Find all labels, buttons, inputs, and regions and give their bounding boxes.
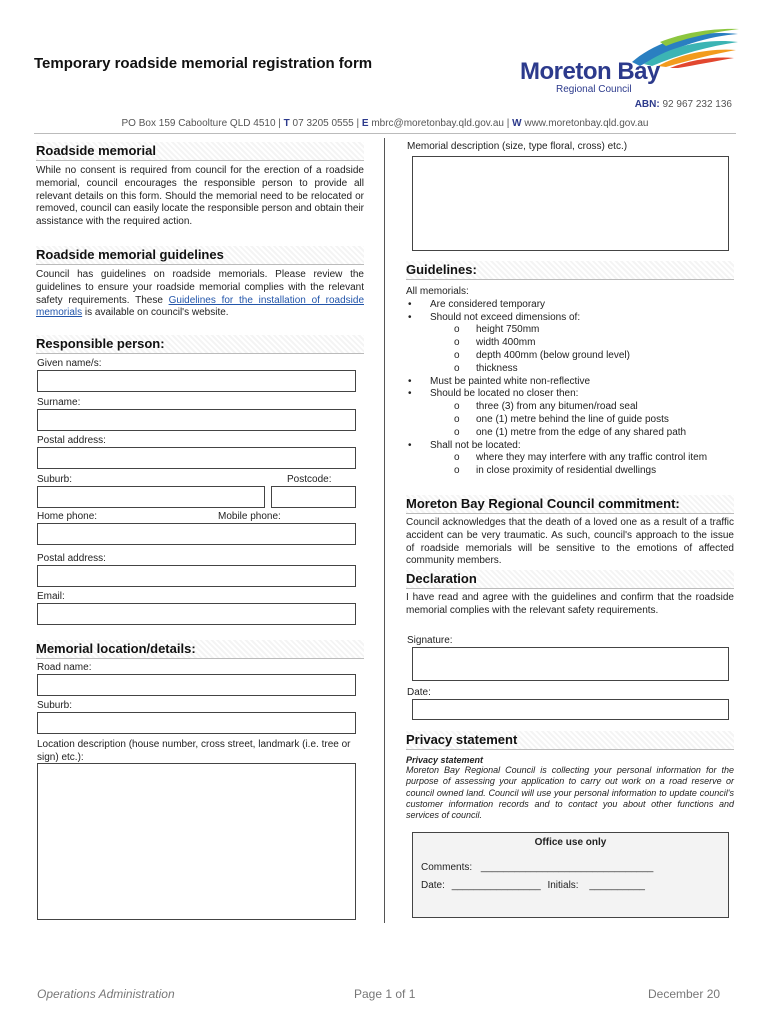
postcode-label: Postcode: (287, 474, 332, 485)
office-date-label: Date: (421, 880, 445, 891)
list-item: o thickness (406, 363, 734, 376)
location-heading: Memorial location/details: (36, 640, 364, 659)
location-heading-wrap (36, 640, 364, 659)
location-suburb-label: Suburb: (37, 700, 73, 711)
postcode-field[interactable] (271, 486, 356, 508)
office-date-line[interactable]: ________________ (451, 880, 541, 891)
email-field[interactable] (37, 603, 356, 625)
location-suburb-field[interactable] (37, 712, 356, 734)
privacy-text: Moreton Bay Regional Council is collecting your personal information for the purpose of assessing your application to carry out work on a road reserve or council owned land. Council will use your personal information to update council's customer information records and to contact you about other functions and services of council. (406, 765, 734, 821)
website: www.moretonbay.qld.gov.au (524, 118, 649, 129)
mobile-phone-label: Mobile phone: (218, 511, 281, 522)
list-item: • Must be painted white non-reflective (406, 376, 734, 389)
postal-address-2-field[interactable] (37, 565, 356, 587)
declaration-date-field[interactable] (412, 699, 729, 720)
web-label: W (512, 118, 522, 129)
list-item: o one (1) metre from the edge of any shared path (406, 427, 734, 440)
signature-label: Signature: (407, 635, 453, 646)
list-item: o one (1) metre behind the line of guide posts (406, 414, 734, 427)
responsible-person-heading-wrap (36, 335, 364, 354)
roadside-memorial-text: While no consent is required from council for the erection of a roadside memorial, council encourages the responsible person to provide all relevant details on this form. Should the memorial need to be relocated or removed, council can easily locate the responsible person and obtain their assistance with the required action. (36, 165, 364, 228)
guidelines-intro-text-a: Council has guidelines on roadside memorials. Please review the guidelines to ensure your roadside memorial complies with the relevant safety requirements. These (36, 269, 364, 306)
footer-page: Page 1 of 1 (354, 987, 416, 1001)
list-item: o in close proximity of residential dwellings (406, 465, 734, 478)
postal-address-label: Postal address: (37, 435, 106, 446)
list-item: o height 750mm (406, 324, 734, 337)
guidelines-intro-text-b: is available on council's website. (82, 307, 229, 319)
declaration-date-label: Date: (407, 687, 431, 698)
phone: 07 3205 0555 (292, 118, 354, 129)
office-initials-line[interactable]: __________ (589, 880, 645, 891)
given-names-label: Given name/s: (37, 358, 102, 369)
list-item: o depth 400mm (below ground level) (406, 350, 734, 363)
office-use-heading: Office use only (534, 837, 607, 848)
footer-date: December 20 (648, 987, 721, 1001)
logo-subtitle: Regional Council (556, 84, 632, 95)
office-comments-row (421, 862, 653, 873)
guidelines-heading: Guidelines: (406, 261, 734, 280)
guidelines-all: All memorials: (406, 286, 469, 297)
logo-name: Moreton Bay (520, 58, 660, 85)
privacy-section (406, 731, 734, 821)
road-name-label: Road name: (37, 662, 92, 673)
list-item: o three (3) from any bitumen/road seal (406, 401, 734, 414)
list-item: • Are considered temporary (406, 299, 734, 312)
contact-email: mbrc@moretonbay.qld.gov.au (371, 118, 504, 129)
suburb-label: Suburb: (37, 474, 73, 485)
phone-field[interactable] (37, 523, 356, 545)
declaration-section (406, 570, 734, 618)
po-box: PO Box 159 Caboolture QLD 4510 (121, 118, 276, 129)
commitment-heading: Moreton Bay Regional Council commitment: (406, 495, 734, 514)
office-initials-label: Initials: (547, 880, 579, 891)
email-label: Email: (37, 591, 65, 602)
surname-label: Surname: (37, 397, 81, 408)
list-item: • Should not exceed dimensions of: (406, 312, 734, 325)
contact-line: PO Box 159 Caboolture QLD 4510 | T 07 3205 0555 | E mbrc@moretonbay.qld.gov.au | W www.moretonbay.qld.gov.au (121, 118, 649, 129)
guidelines-list (406, 286, 734, 478)
list-item: o where they may interfere with any traffic control item (406, 452, 734, 465)
memorial-description-label: Memorial description (size, type floral, cross) etc.) (407, 141, 628, 152)
guidelines-intro-heading: Roadside memorial guidelines (36, 246, 364, 265)
signature-field[interactable] (412, 647, 729, 681)
column-divider (384, 138, 385, 923)
commitment-section (406, 495, 734, 568)
suburb-field[interactable] (37, 486, 265, 508)
roadside-memorial-section (36, 142, 364, 229)
abn-label: ABN: (634, 99, 660, 110)
page-title: Temporary roadside memorial registration form (34, 55, 373, 72)
declaration-heading: Declaration (406, 570, 734, 589)
postal-address-field[interactable] (37, 447, 356, 469)
abn-value: 92 967 232 136 (662, 99, 732, 110)
road-name-field[interactable] (37, 674, 356, 696)
memorial-description-field[interactable] (412, 156, 729, 251)
phone-label: T (283, 118, 290, 129)
abn (635, 99, 732, 110)
guidelines-intro-section (36, 246, 364, 320)
commitment-text: Council acknowledges that the death of a loved one as a result of a traffic accident can be very traumatic. As such, council's approach to the issue of roadside memorials will be sensitive to the emotions of affected community members. (406, 517, 734, 567)
location-description-label: Location description (house number, cross street, landmark (i.e. tree or sign) etc.): (37, 739, 351, 763)
email-label: E (361, 118, 369, 129)
header-rule (34, 133, 736, 134)
office-comments-line[interactable]: _______________________________ (480, 862, 654, 873)
location-description-field[interactable] (37, 763, 356, 920)
list-item: o width 400mm (406, 337, 734, 350)
council-logo (520, 28, 740, 98)
given-names-field[interactable] (37, 370, 356, 392)
list-item: • Shall not be located: (406, 440, 734, 453)
roadside-memorial-heading: Roadside memorial (36, 142, 364, 161)
surname-field[interactable] (37, 409, 356, 431)
responsible-person-heading: Responsible person: (36, 335, 364, 354)
postal-address-2-label: Postal address: (37, 553, 106, 564)
office-comments-label: Comments: (421, 862, 473, 873)
privacy-subheading: Privacy statement (406, 755, 484, 765)
home-phone-label: Home phone: (37, 511, 98, 522)
footer-department: Operations Administration (37, 987, 175, 1001)
list-item: • Should be located no closer then: (406, 388, 734, 401)
privacy-heading: Privacy statement (406, 731, 734, 750)
guidelines-section (406, 261, 734, 478)
guidelines-intro-text (36, 269, 364, 320)
office-date-row (421, 880, 645, 891)
guidelines-link[interactable]: Guidelines for the installation of roadside memorials (36, 294, 364, 319)
declaration-text: I have read and agree with the guidelines and confirm that the roadside memorial complies with the relevant safety requirements. (406, 592, 734, 616)
office-use-box (412, 832, 729, 918)
